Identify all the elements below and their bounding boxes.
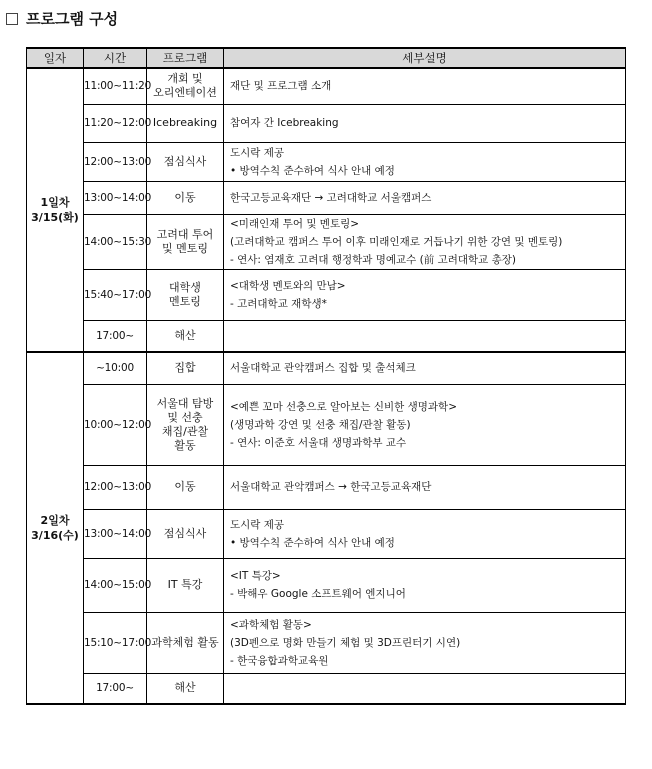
day-cell	[27, 352, 84, 704]
program-label: 과학체험 활동	[151, 635, 219, 649]
day-label: 3/16(수)	[31, 529, 79, 542]
table-header-row	[27, 48, 626, 68]
program-cell	[147, 320, 224, 352]
time-cell: 14:00~15:00	[84, 558, 147, 612]
section-heading	[6, 6, 118, 30]
header-detail: 세부설명	[224, 48, 626, 68]
day-label: 3/15(화)	[31, 211, 79, 224]
table-row	[27, 214, 626, 269]
detail-cell	[224, 558, 626, 612]
program-label: IT 특강	[167, 578, 203, 591]
program-label: 및 멘토링	[161, 241, 208, 255]
table-row	[27, 320, 626, 352]
detail-line: (생명과학 강연 및 선충 채집/관찰 활동)	[230, 418, 411, 431]
time-cell: 15:40~17:00	[84, 269, 147, 320]
detail-line: - 연사: 염재호 고려대 행정학과 명예교수 (前 고려대학교 총장)	[230, 253, 517, 266]
section-title: 프로그램 구성	[26, 9, 119, 28]
detail-line: <과학체험 활동>	[230, 618, 312, 631]
time-cell: 17:00~	[84, 673, 147, 704]
program-label: 점심식사	[163, 526, 207, 540]
detail-cell	[224, 68, 626, 104]
time-cell: 15:10~17:00	[84, 612, 147, 673]
detail-line: 한국고등교육재단 → 고려대학교 서울캠퍼스	[230, 191, 432, 204]
detail-cell	[224, 181, 626, 214]
table-row	[27, 104, 626, 142]
table-row	[27, 509, 626, 558]
table-row	[27, 142, 626, 181]
program-label: 활동	[174, 438, 196, 452]
table-row	[27, 269, 626, 320]
detail-line: - 고려대학교 재학생*	[230, 297, 327, 310]
header-program: 프로그램	[147, 48, 224, 68]
detail-cell	[224, 352, 626, 384]
program-cell	[147, 214, 224, 269]
detail-cell	[224, 384, 626, 465]
table-row	[27, 465, 626, 509]
detail-line: (고려대학교 캠퍼스 투어 이후 미래인재로 거듭나기 위한 강연 및 멘토링)	[230, 235, 563, 248]
time-cell: 11:00~11:20	[84, 68, 147, 104]
detail-line: - 한국융합과학교육원	[230, 654, 329, 667]
time-cell: 12:00~13:00	[84, 465, 147, 509]
program-cell	[147, 104, 224, 142]
program-label: 해산	[174, 328, 196, 342]
program-cell	[147, 558, 224, 612]
detail-line: (3D펜으로 명화 만들기 체험 및 3D프린터기 시연)	[230, 636, 461, 649]
time-cell: 11:20~12:00	[84, 104, 147, 142]
detail-cell	[224, 104, 626, 142]
program-cell	[147, 181, 224, 214]
detail-line: <미래인재 투어 및 멘토링>	[230, 217, 360, 230]
table-row	[27, 352, 626, 384]
detail-line: 참여자 간 Icebreaking	[230, 117, 339, 129]
program-cell	[147, 352, 224, 384]
day-cell	[27, 68, 84, 352]
table-row	[27, 612, 626, 673]
day-label: 1일차	[40, 196, 70, 209]
program-label: 및 선충	[167, 410, 203, 424]
program-label: 서울대 탐방	[156, 396, 214, 410]
program-cell	[147, 465, 224, 509]
time-cell: 13:00~14:00	[84, 509, 147, 558]
day-label: 2일차	[40, 514, 70, 527]
program-cell	[147, 269, 224, 320]
detail-line: 재단 및 프로그램 소개	[230, 80, 332, 93]
program-label: 점심식사	[163, 154, 207, 168]
program-label: 고려대 투어	[156, 227, 214, 241]
program-cell	[147, 68, 224, 104]
table-row	[27, 181, 626, 214]
time-cell: 12:00~13:00	[84, 142, 147, 181]
detail-line: <대학생 멘토와의 만남>	[230, 279, 346, 292]
time-cell: 14:00~15:30	[84, 214, 147, 269]
program-cell	[147, 384, 224, 465]
program-label: 해산	[174, 681, 196, 695]
detail-line: • 방역수칙 준수하여 식사 안내 예정	[230, 536, 395, 549]
program-label: 이동	[174, 480, 196, 493]
detail-line: 도시락 제공	[230, 518, 285, 531]
detail-cell	[224, 509, 626, 558]
detail-line: <예쁜 꼬마 선충으로 알아보는 신비한 생명과학>	[230, 400, 458, 413]
table-row	[27, 384, 626, 465]
detail-cell	[224, 214, 626, 269]
time-cell: 10:00~12:00	[84, 384, 147, 465]
detail-cell	[224, 465, 626, 509]
program-label: 오리엔테이션	[153, 86, 217, 100]
detail-line: 서울대학교 관악캠퍼스 집합 및 출석체크	[230, 362, 416, 375]
detail-cell	[224, 142, 626, 181]
detail-line: - 박해우 Google 소프트웨어 엔지니어	[230, 588, 406, 600]
program-label: 멘토링	[169, 294, 201, 308]
program-label: 대학생	[169, 280, 201, 294]
header-time: 시간	[84, 48, 147, 68]
time-cell: 13:00~14:00	[84, 181, 147, 214]
detail-line: 도시락 제공	[230, 146, 285, 159]
program-schedule-table	[26, 47, 626, 705]
table-row	[27, 673, 626, 704]
program-label: 이동	[174, 190, 196, 204]
detail-cell	[224, 612, 626, 673]
header-day: 일자	[27, 48, 84, 68]
program-cell	[147, 509, 224, 558]
time-cell: 17:00~	[84, 320, 147, 352]
program-cell	[147, 142, 224, 181]
program-label: 집합	[174, 361, 196, 375]
program-cell	[147, 673, 224, 704]
detail-cell	[224, 673, 626, 704]
time-cell: ~10:00	[84, 352, 147, 384]
program-label: 채집/관찰	[161, 424, 209, 438]
checkbox-icon	[6, 13, 18, 25]
detail-cell	[224, 320, 626, 352]
program-cell	[147, 612, 224, 673]
program-label: Icebreaking	[152, 116, 218, 129]
detail-line: - 연사: 이준호 서울대 생명과학부 교수	[230, 436, 407, 449]
table-row	[27, 558, 626, 612]
table-row	[27, 68, 626, 104]
detail-line: 서울대학교 관악캠퍼스 → 한국고등교육재단	[230, 481, 432, 493]
detail-line: • 방역수칙 준수하여 식사 안내 예정	[230, 164, 395, 177]
program-label: 개회 및	[167, 72, 203, 86]
detail-cell	[224, 269, 626, 320]
detail-line: <IT 특강>	[230, 570, 281, 582]
